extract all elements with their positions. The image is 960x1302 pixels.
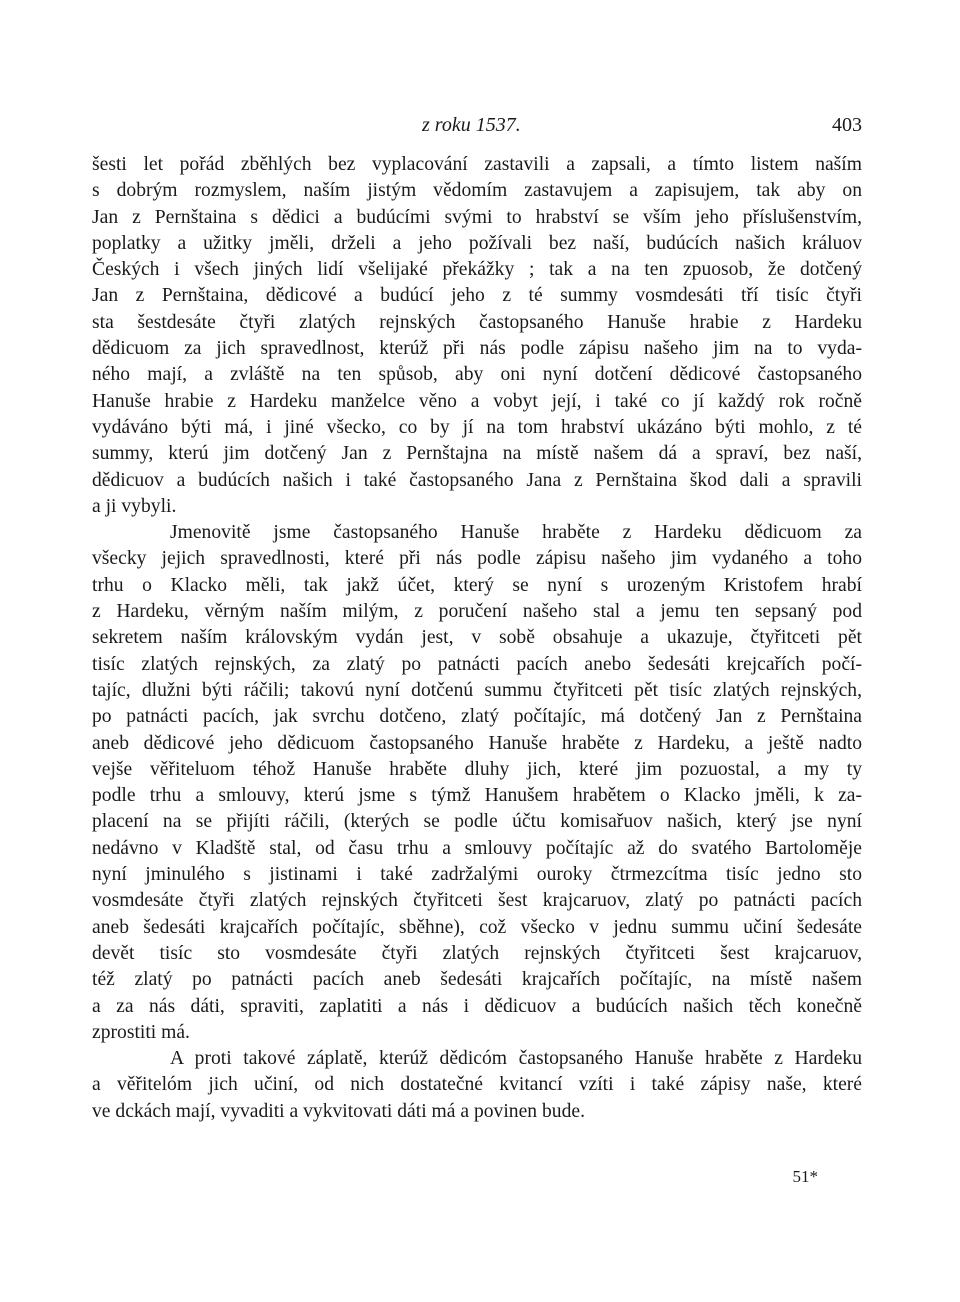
text-line: tisíc zlatých rejnských, za zlatý po patnácti pacích anebo šedesáti krejcařích počí- xyxy=(92,653,862,675)
text-line: Jan z Pernštaina, dědicové a budúcí jeho z té summy vosmdesáti tří tisíc čtyři xyxy=(92,285,862,307)
text-line: trhu o Klacko měli, tak jakž účet, který se nyní s urozeným Kristofem hrabí xyxy=(92,574,862,596)
text-line: též zlatý po patnácti pacích aneb šedesáti krajcařích počítajíc, na místě našem xyxy=(92,969,862,991)
text-line: Hanuše hrabie z Hardeku manželce věno a vobyt její, i také co jí každý rok ročně xyxy=(92,390,862,412)
text-line: dědicuom za jich spravedlnost, kterúž při nás podle zápisu našeho jim na to vyda- xyxy=(92,338,862,360)
text-line: šesti let pořád zběhlých bez vyplacování zastavili a zapsali, a tímto listem naším xyxy=(92,154,862,175)
text-line: vydáváno býti má, i jiné všecko, co by jí na tom hrabství ukázáno býti mohlo, z té xyxy=(92,416,862,438)
page-header xyxy=(92,114,862,142)
text-line-paragraph-end: a ji vybyli. xyxy=(92,495,177,517)
text-line: placení na se přijíti ráčili, (kterých se podle účtu komisařuov našich, který jse nyní xyxy=(92,811,862,833)
text-line: nedávno v Kladště stal, od času trhu a smlouvy počítajíc až do svatého Bartoloměje xyxy=(92,837,862,859)
text-line: po patnácti pacích, jak svrchu dotčeno, zlatý počítajíc, má dotčený Jan z Pernštaina xyxy=(92,706,862,728)
signature-mark: 51* xyxy=(792,1167,818,1186)
text-line: summy, kterú jim dotčený Jan z Pernštajna na místě našem dá a spraví, bez naší, xyxy=(92,443,862,465)
text-line: a věřitelóm jich učiní, od nich dostatečné kvitancí vzíti i také zápisy naše, které xyxy=(92,1074,862,1096)
text-line-paragraph-start: A proti takové záplatě, kterúž dědicóm častopsaného Hanuše hraběte z Hardeku xyxy=(170,1048,862,1070)
text-line: a za nás dáti, spraviti, zaplatiti a nás i dědicuov a budúcích našich těch konečně xyxy=(92,995,862,1017)
text-line: vosmdesáte čtyři zlatých rejnských čtyřitceti šest krajcaruov, zlatý po patnácti pacích xyxy=(92,890,862,912)
text-line: sta šestdesáte čtyři zlatých rejnských častopsaného Hanuše hrabie z Hardeku xyxy=(92,311,862,333)
text-line: Jan z Pernštaina s dědici a budúcími svými to hrabství se vším jeho příslušenstvím, xyxy=(92,206,862,228)
text-line: aneb šedesáti krajcařích počítajíc, sběhne), což všecko v jednu summu učiní šedesáte xyxy=(92,916,862,938)
text-line-paragraph-start: Jmenovitě jsme častopsaného Hanuše hraběte z Hardeku dědicuom za xyxy=(170,522,862,544)
text-line: Českých i všech jiných lidí všelijaké překážky ; tak a na ten zpuosob, že dotčený xyxy=(92,259,862,281)
running-title: z roku 1537. xyxy=(422,114,521,136)
text-line: všecky jejich spravedlnosti, které při nás podle zápisu našeho jim vydaného a toho xyxy=(92,548,862,570)
text-line: z Hardeku, věrným naším milým, z poručení našeho stal a jemu ten sepsaný pod xyxy=(92,601,862,623)
text-line: sekretem naším královským vydán jest, v sobě obsahuje a ukazuje, čtyřitceti pět xyxy=(92,627,862,649)
page-number: 403 xyxy=(832,114,862,136)
text-line: vejše věřiteluom téhož Hanuše hraběte dluhy jich, které jim pozuostal, a my ty xyxy=(92,758,862,780)
text-line: ného mají, a zvláště na ten spůsob, aby oni nyní dotčení dědicové častopsaného xyxy=(92,364,862,386)
text-line: s dobrým rozmyslem, naším jistým vědomím zastavujem a zapisujem, tak aby on xyxy=(92,180,862,202)
text-line: podle trhu a smlouvy, kterú jsme s týmž Hanušem hrabětem o Klacko jměli, k za- xyxy=(92,785,862,807)
text-line: tajíc, dlužni býti ráčili; takovú nyní dotčenú summu čtyřitceti pět tisíc zlatých rejnských, xyxy=(92,679,862,701)
text-line: dědicuov a budúcích našich i také častopsaného Jana z Pernštaina škod dali a spravili xyxy=(92,469,862,491)
text-line: devět tisíc sto vosmdesáte čtyři zlatých rejnských čtyřitceti šest krajcaruov, xyxy=(92,942,862,964)
text-line: nyní jminulého s jistinami i také zadržalými ouroky čtrmezcítma tisíc jedno sto xyxy=(92,864,862,886)
text-line-paragraph-end: ve dckách mají, vyvaditi a vykvitovati dáti má a povinen bude. xyxy=(92,1100,585,1122)
body-text xyxy=(92,152,862,1125)
text-line-paragraph-end: zprostiti má. xyxy=(92,1021,190,1043)
text-line: poplatky a užitky jměli, drželi a jeho požívali bez naší, budúcích našich králuov xyxy=(92,232,862,254)
text-line: aneb dědicové jeho dědicuom častopsaného Hanuše hraběte z Hardeku, a ještě nadto xyxy=(92,732,862,754)
